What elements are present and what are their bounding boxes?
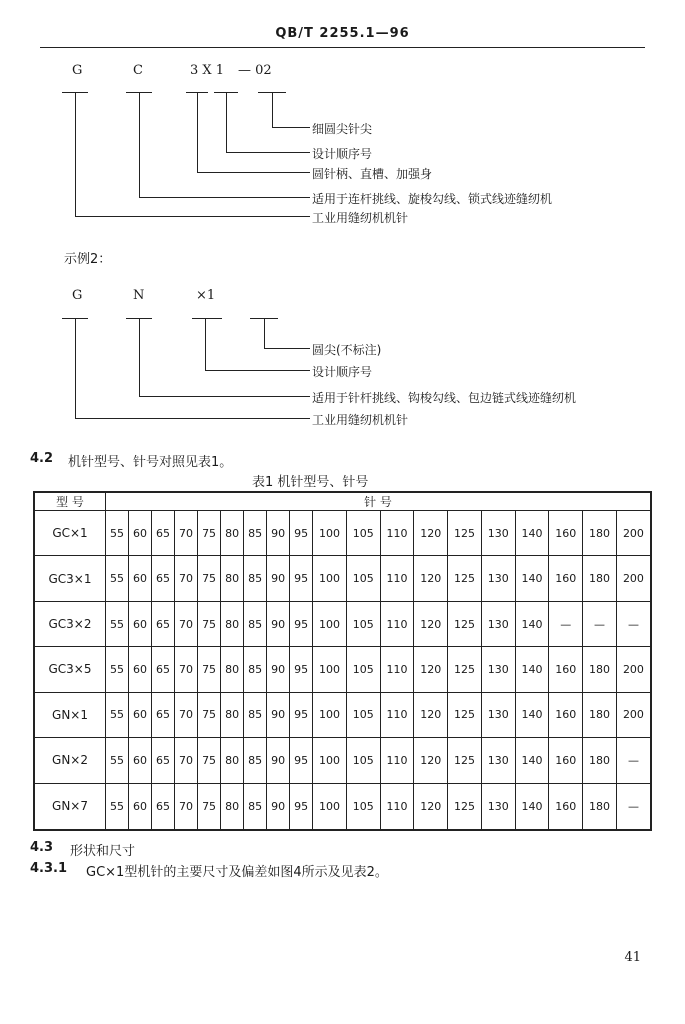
needle-cell: 65 <box>152 692 175 737</box>
needle-cell: 140 <box>515 738 549 783</box>
row-model: GN×1 <box>34 692 106 737</box>
needle-cell: 125 <box>448 601 482 646</box>
needle-cell: 120 <box>414 511 448 556</box>
needle-cell: 85 <box>244 783 267 830</box>
needle-cell: 130 <box>481 511 515 556</box>
needle-cell: 60 <box>129 647 152 692</box>
table-row <box>34 601 651 646</box>
needle-cell: 80 <box>221 738 244 783</box>
vline2-g <box>75 318 76 418</box>
code-part-c: C <box>133 63 143 78</box>
needle-cell: 180 <box>583 738 617 783</box>
needle-cell: 55 <box>106 738 129 783</box>
needle-cell: 90 <box>267 601 290 646</box>
needle-cell: 95 <box>290 692 313 737</box>
needle-cell: 120 <box>414 601 448 646</box>
needle-cell: 60 <box>129 692 152 737</box>
table-header-row <box>34 492 651 511</box>
needle-cell: 105 <box>346 511 380 556</box>
needle-cell: 160 <box>549 511 583 556</box>
needle-cell: 90 <box>267 556 290 601</box>
section-4-3-1-number: 4.3.1 <box>30 861 68 876</box>
needle-cell: 180 <box>583 647 617 692</box>
desc2-4: 工业用缝纫机机针 <box>312 413 409 427</box>
needle-cell: 90 <box>267 511 290 556</box>
needle-cell: 70 <box>175 783 198 830</box>
needle-cell: 65 <box>152 601 175 646</box>
needle-cell: 55 <box>106 692 129 737</box>
needle-cell: 60 <box>129 556 152 601</box>
needle-cell: 95 <box>290 783 313 830</box>
vline2-x1 <box>205 318 206 370</box>
row-model: GC3×5 <box>34 647 106 692</box>
needle-cell: 75 <box>198 601 221 646</box>
needle-cell: 105 <box>346 738 380 783</box>
needle-cell: 100 <box>313 647 347 692</box>
needle-cell: 180 <box>583 511 617 556</box>
needle-cell: 130 <box>481 738 515 783</box>
needle-cell: 120 <box>414 783 448 830</box>
table-row <box>34 738 651 783</box>
needle-cell: 100 <box>313 692 347 737</box>
needle-cell: 125 <box>448 647 482 692</box>
needle-cell: 85 <box>244 692 267 737</box>
needle-cell: 130 <box>481 783 515 830</box>
needle-cell: 110 <box>380 556 414 601</box>
needle-cell: 180 <box>583 783 617 830</box>
needle-cell: 130 <box>481 601 515 646</box>
needle-cell: 65 <box>152 556 175 601</box>
needle-cell: 65 <box>152 738 175 783</box>
section-4-2-text: 机针型号、针号对照见表1。 <box>68 455 233 470</box>
needle-cell: 65 <box>152 511 175 556</box>
needle-cell: 160 <box>549 692 583 737</box>
needle-cell: 125 <box>448 783 482 830</box>
needle-cell: 85 <box>244 647 267 692</box>
code2-part-n: N <box>133 288 145 303</box>
desc-5: 工业用缝纫机机针 <box>312 211 409 225</box>
leader2-3 <box>139 396 310 397</box>
needle-cell: 110 <box>380 783 414 830</box>
needle-cell: 180 <box>583 692 617 737</box>
row-model: GC3×2 <box>34 601 106 646</box>
desc-1: 细圆尖针尖 <box>312 122 373 136</box>
needle-cell: 70 <box>175 692 198 737</box>
needle-cell: 85 <box>244 601 267 646</box>
needle-cell: 80 <box>221 692 244 737</box>
needle-cell: 60 <box>129 601 152 646</box>
section-4-3-number: 4.3 <box>30 840 54 855</box>
needle-cell: 75 <box>198 647 221 692</box>
needle-cell: 130 <box>481 647 515 692</box>
needle-cell: 200 <box>616 556 651 601</box>
needle-cell: 160 <box>549 783 583 830</box>
needle-cell: 95 <box>290 601 313 646</box>
needle-cell: 100 <box>313 738 347 783</box>
desc2-3: 适用于针杆挑线、钩梭勾线、包边链式线迹缝纫机 <box>312 391 577 405</box>
table-body <box>34 511 651 831</box>
page-number: 41 <box>624 950 641 965</box>
header-model: 型 号 <box>34 492 106 511</box>
leader-1 <box>272 127 310 128</box>
desc-3: 圆针柄、直槽、加强身 <box>312 167 433 181</box>
needle-cell: 80 <box>221 556 244 601</box>
table-row <box>34 556 651 601</box>
vline-g <box>75 92 76 216</box>
needle-cell: — <box>583 601 617 646</box>
needle-cell: 120 <box>414 692 448 737</box>
needle-cell: 75 <box>198 692 221 737</box>
vline-c <box>139 92 140 197</box>
needle-cell: 80 <box>221 783 244 830</box>
needle-cell: — <box>616 601 651 646</box>
leader-5 <box>75 216 310 217</box>
needle-cell: 140 <box>515 601 549 646</box>
section-4-2-number: 4.2 <box>30 451 54 466</box>
needle-cell: 125 <box>448 738 482 783</box>
needle-cell: 70 <box>175 738 198 783</box>
needle-cell: 105 <box>346 647 380 692</box>
needle-cell: 55 <box>106 783 129 830</box>
needle-cell: 55 <box>106 601 129 646</box>
code-part-02: — 02 <box>238 63 272 78</box>
row-model: GN×7 <box>34 783 106 830</box>
needle-cell: 90 <box>267 692 290 737</box>
leader-4 <box>139 197 310 198</box>
needle-cell: 140 <box>515 556 549 601</box>
needle-cell: 55 <box>106 511 129 556</box>
needle-cell: 90 <box>267 783 290 830</box>
needle-cell: 85 <box>244 556 267 601</box>
vline2-n <box>139 318 140 396</box>
needle-cell: 200 <box>616 647 651 692</box>
needle-cell: 70 <box>175 647 198 692</box>
header-needle: 针 号 <box>106 492 652 511</box>
desc-4: 适用于连杆挑线、旋梭勾线、锁式线迹缝纫机 <box>312 192 553 206</box>
needle-cell: 100 <box>313 556 347 601</box>
needle-cell: 105 <box>346 601 380 646</box>
needle-cell: 95 <box>290 738 313 783</box>
needle-cell: 70 <box>175 556 198 601</box>
row-model: GC×1 <box>34 511 106 556</box>
vline-3 <box>197 92 198 172</box>
leader2-2 <box>205 370 310 371</box>
code2-part-g: G <box>72 288 83 303</box>
needle-cell: 75 <box>198 511 221 556</box>
needle-cell: 125 <box>448 692 482 737</box>
needle-cell: 110 <box>380 601 414 646</box>
table1-caption: 表1 机针型号、针号 <box>252 475 369 490</box>
row-model: GC3×1 <box>34 556 106 601</box>
needle-cell: 75 <box>198 556 221 601</box>
leader2-4 <box>75 418 310 419</box>
needle-cell: 75 <box>198 783 221 830</box>
needle-cell: 80 <box>221 511 244 556</box>
header-rule <box>40 47 645 48</box>
row-model: GN×2 <box>34 738 106 783</box>
table-row <box>34 783 651 830</box>
needle-cell: — <box>616 738 651 783</box>
code-part-g: G <box>72 63 83 78</box>
needle-cell: 85 <box>244 738 267 783</box>
standard-header: QB/T 2255.1—96 <box>275 26 410 41</box>
needle-cell: 65 <box>152 783 175 830</box>
example2-label: 示例2： <box>64 252 112 267</box>
needle-cell: 120 <box>414 556 448 601</box>
needle-cell: 160 <box>549 556 583 601</box>
section-4-3-text: 形状和尺寸 <box>70 844 136 859</box>
needle-cell: 105 <box>346 556 380 601</box>
desc2-1: 圆尖(不标注) <box>312 343 382 357</box>
needle-cell: 120 <box>414 647 448 692</box>
needle-cell: 140 <box>515 783 549 830</box>
vline-02 <box>272 92 273 127</box>
needle-cell: 120 <box>414 738 448 783</box>
needle-cell: 80 <box>221 647 244 692</box>
leader-3 <box>197 172 310 173</box>
needle-cell: 110 <box>380 511 414 556</box>
needle-cell: 85 <box>244 511 267 556</box>
needle-cell: 60 <box>129 511 152 556</box>
needle-cell: 95 <box>290 511 313 556</box>
table-row <box>34 511 651 556</box>
needle-cell: 55 <box>106 647 129 692</box>
table-row <box>34 647 651 692</box>
needle-cell: 125 <box>448 556 482 601</box>
needle-cell: 105 <box>346 783 380 830</box>
needle-cell: 130 <box>481 556 515 601</box>
needle-cell: 180 <box>583 556 617 601</box>
needle-cell: 60 <box>129 783 152 830</box>
needle-cell: 110 <box>380 692 414 737</box>
desc2-2: 设计顺序号 <box>312 365 373 379</box>
leader-2 <box>226 152 310 153</box>
needle-cell: 160 <box>549 738 583 783</box>
needle-cell: 140 <box>515 692 549 737</box>
needle-cell: 80 <box>221 601 244 646</box>
vline-x1 <box>226 92 227 152</box>
code2-part-x1: ×1 <box>196 288 216 303</box>
needle-cell: 100 <box>313 783 347 830</box>
needle-cell: 90 <box>267 647 290 692</box>
needle-cell: 100 <box>313 601 347 646</box>
needle-cell: 130 <box>481 692 515 737</box>
needle-cell: 65 <box>152 647 175 692</box>
needle-cell: 160 <box>549 647 583 692</box>
needle-cell: 90 <box>267 738 290 783</box>
needle-cell: 110 <box>380 647 414 692</box>
needle-cell: 95 <box>290 647 313 692</box>
needle-cell: 140 <box>515 511 549 556</box>
needle-table <box>33 491 652 831</box>
needle-cell: 75 <box>198 738 221 783</box>
needle-cell: 110 <box>380 738 414 783</box>
bar2-x1 <box>192 318 222 319</box>
needle-cell: 140 <box>515 647 549 692</box>
needle-cell: — <box>549 601 583 646</box>
table-row <box>34 692 651 737</box>
needle-cell: 55 <box>106 556 129 601</box>
desc-2: 设计顺序号 <box>312 147 373 161</box>
needle-cell: 200 <box>616 511 651 556</box>
needle-cell: 105 <box>346 692 380 737</box>
needle-cell: 125 <box>448 511 482 556</box>
needle-cell: 200 <box>616 692 651 737</box>
needle-cell: 100 <box>313 511 347 556</box>
needle-cell: — <box>616 783 651 830</box>
leader2-1 <box>264 348 310 349</box>
needle-cell: 95 <box>290 556 313 601</box>
section-4-3-1-text: GC×1型机针的主要尺寸及偏差如图4所示及见表2。 <box>86 865 388 880</box>
vline2-point <box>264 318 265 348</box>
needle-cell: 60 <box>129 738 152 783</box>
needle-cell: 70 <box>175 601 198 646</box>
needle-cell: 70 <box>175 511 198 556</box>
code-part-3x1: 3 X 1 <box>190 63 225 78</box>
